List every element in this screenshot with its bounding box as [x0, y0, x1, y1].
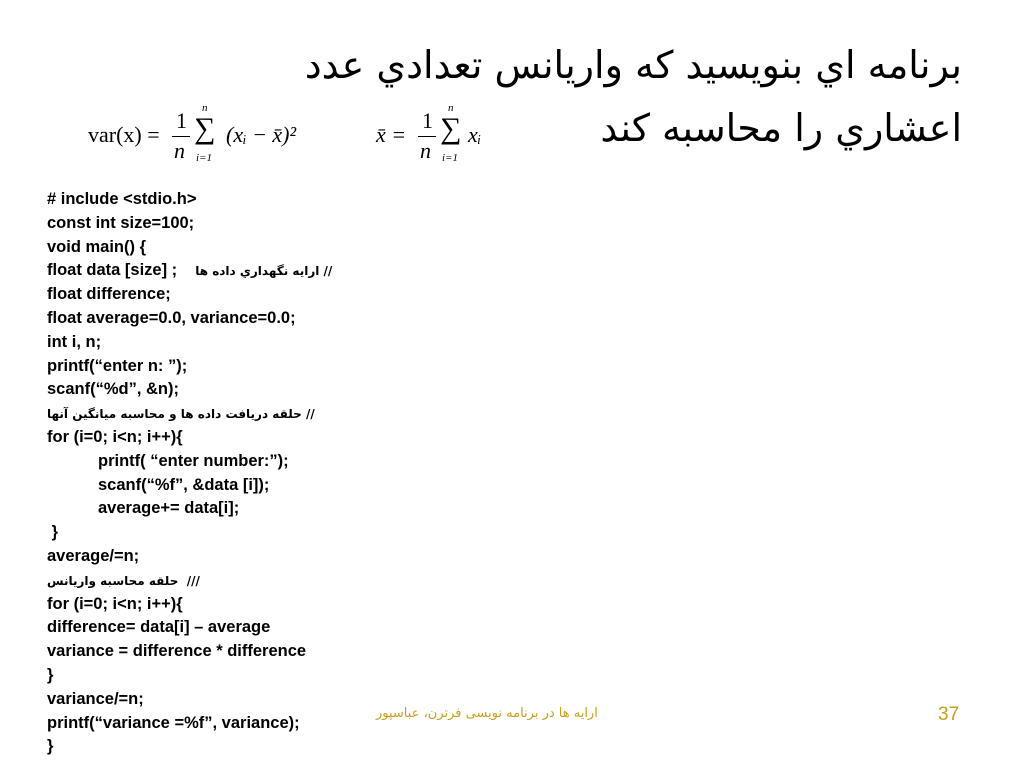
code-line — [47, 402, 332, 426]
mean-frac-denominator: n — [420, 138, 431, 163]
slide-title-line-1: برنامه اي بنويسيد كه واريانس تعدادي عدد — [304, 43, 962, 87]
mean-lhs: x̄ = — [376, 122, 407, 147]
variance-frac-numerator: 1 — [176, 108, 187, 133]
mean-sum-upper: n — [448, 102, 454, 114]
code-line: variance = difference * difference — [47, 642, 307, 661]
code-line: } — [47, 665, 54, 684]
code-line: printf( “enter number:”); — [98, 451, 289, 470]
variance-lhs: var(x) = — [88, 122, 160, 147]
slide-title-line-2: اعشاري را محاسبه كند — [600, 106, 962, 150]
code-line: } — [47, 737, 54, 756]
variance-sum-lower: i=1 — [196, 152, 212, 164]
code-text: float data [size] ; — [47, 261, 178, 280]
variance-formula — [88, 102, 328, 170]
code-line: scanf(“%d”, &n); — [47, 380, 179, 399]
code-comment: // ارايه نگهداري داده ها — [195, 264, 333, 279]
mean-frac-bar — [418, 136, 436, 137]
variance-frac-bar — [172, 136, 190, 137]
code-line: for (i=0; i<n; i++){ — [47, 427, 183, 446]
code-line: printf(“variance =%f”, variance); — [47, 713, 300, 732]
code-line: variance/=n; — [47, 689, 144, 708]
code-line: average+= data[i]; — [98, 499, 240, 518]
code-comment: // حلقه دريافت داده ها و محاسبه ميانگين آنها — [47, 407, 315, 422]
mean-frac-numerator: 1 — [422, 108, 433, 133]
code-line — [47, 569, 332, 593]
code-line: } — [47, 523, 59, 542]
variance-sum-upper: n — [202, 102, 208, 114]
code-line: float difference; — [47, 285, 171, 304]
mean-sum-symbol: ∑ — [440, 112, 462, 145]
code-line: difference= data[i] – average — [47, 618, 271, 637]
variance-sum-body: (xᵢ − x̄)² — [226, 122, 297, 147]
code-comment: /// حلقه محاسبه واريانس — [47, 573, 200, 588]
code-line: const int size=100; — [47, 213, 195, 232]
code-line: int i, n; — [47, 332, 102, 351]
page-number: 37 — [938, 704, 960, 725]
variance-frac-denominator: n — [174, 138, 185, 163]
variance-sum-symbol: ∑ — [194, 112, 216, 145]
code-line: average/=n; — [47, 546, 140, 565]
code-line: # include <stdio.h> — [47, 190, 197, 208]
code-line: void main() { — [47, 237, 147, 256]
slide-footer: ارايه ها در برنامه نويسی فرترن، عباسپور — [376, 706, 598, 721]
mean-sum-body: xᵢ — [468, 122, 482, 147]
code-line: float average=0.0, variance=0.0; — [47, 308, 296, 327]
mean-sum-lower: i=1 — [442, 152, 458, 164]
code-line — [47, 259, 332, 283]
code-line: for (i=0; i<n; i++){ — [47, 594, 183, 613]
code-line: scanf(“%f”, &data [i]); — [98, 475, 270, 494]
code-line: printf(“enter n: ”); — [47, 356, 188, 375]
mean-formula — [376, 102, 496, 170]
code-listing — [47, 188, 332, 759]
